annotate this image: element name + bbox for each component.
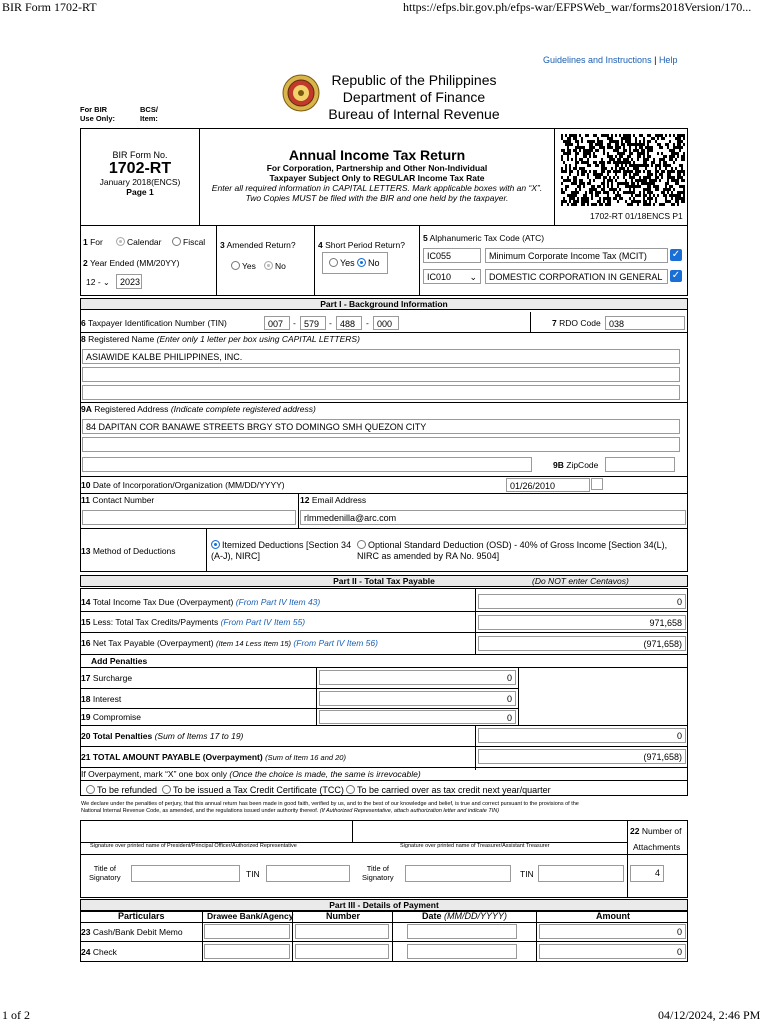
barcode-image xyxy=(561,134,685,206)
attachments-label2: Attachments xyxy=(633,842,681,852)
agency-line1: Republic of the Philippines xyxy=(331,72,497,88)
print-page-count: 1 of 2 xyxy=(2,1008,30,1022)
dash: - xyxy=(329,318,332,328)
item3-label: 3 Amended Return? xyxy=(220,240,296,250)
part1-box xyxy=(80,298,688,572)
divider xyxy=(316,667,317,725)
divider xyxy=(518,667,519,725)
agency-line3: Bureau of Internal Revenue xyxy=(328,106,500,122)
top-links xyxy=(543,55,677,65)
email-input[interactable]: rlmmedenilla@arc.com xyxy=(300,510,686,525)
tin-part4[interactable]: 000 xyxy=(373,316,399,330)
item4-label: 4 Short Period Return? xyxy=(318,240,405,250)
item4-no-option[interactable]: No xyxy=(357,258,380,269)
signature-treasurer-caption: Signature over printed name of Treasurer/Assistant Treasurer xyxy=(400,843,550,849)
item20-label: 20 Total Penalties (Sum of Items 17 to 19) xyxy=(81,731,244,741)
registered-name-label: 8 Registered Name (Enter only 1 letter per box using CAPITAL LETTERS) xyxy=(81,334,360,344)
col-bank: Drawee Bank/Agency xyxy=(207,911,294,921)
title-signatory2-input[interactable] xyxy=(405,865,511,882)
attachments-label: 22 Number of xyxy=(630,826,682,836)
tin-part3[interactable]: 488 xyxy=(336,316,362,330)
item3-yes-option[interactable]: Yes xyxy=(231,261,256,272)
title-signatory2-label: Title of Signatory xyxy=(362,864,394,882)
signature-box xyxy=(80,820,688,898)
registered-name-line1[interactable]: ASIAWIDE KALBE PHILIPPINES, INC. xyxy=(82,349,680,364)
deduction-osd-option[interactable]: Optional Standard Deduction (OSD) - 40% of Gross Income [Section 34(L), NIRC as amended by RA No. 9504] xyxy=(357,540,668,561)
col-date: Date (MM/DD/YYYY) xyxy=(422,911,508,921)
item2-label: 2 Year Ended (MM/20YY) xyxy=(83,258,180,268)
overpay-refund-option[interactable]: To be refunded xyxy=(86,785,157,796)
item15-value[interactable]: 971,658 xyxy=(478,615,686,630)
row24-label: 24 Check xyxy=(81,947,117,957)
item19-label: 19 Compromise xyxy=(81,712,142,722)
row23-label: 23 Cash/Bank Debit Memo xyxy=(81,927,183,937)
attachments-input[interactable]: 4 xyxy=(630,865,664,882)
tin-label: 6 Taxpayer Identification Number (TIN) xyxy=(81,318,227,328)
rdo-label: 7 RDO Code xyxy=(552,318,601,328)
divider xyxy=(475,725,476,770)
form-number: 1702-RT xyxy=(108,160,172,177)
tin-part1[interactable]: 007 xyxy=(264,316,290,330)
deduction-itemized-option[interactable]: Itemized Deductions [Section 34 (A-J), NIRC] xyxy=(211,540,352,561)
atc2-description: DOMESTIC CORPORATION IN GENERAL xyxy=(485,269,668,284)
item14-label: 14 Total Income Tax Due (Overpayment) (From Part IV Item 43) xyxy=(81,597,321,607)
atc2-code-select[interactable]: IC010 ⌄ xyxy=(423,269,481,284)
item19-value[interactable]: 0 xyxy=(319,710,516,724)
row24-number-input[interactable] xyxy=(295,944,389,959)
rule xyxy=(80,611,688,612)
rule xyxy=(80,922,688,923)
rule xyxy=(80,654,688,655)
rule xyxy=(80,725,688,726)
part2-title: Part II - Total Tax Payable xyxy=(80,575,688,587)
item16-value[interactable]: (971,658) xyxy=(478,636,686,651)
tin1-input[interactable] xyxy=(266,865,350,882)
zipcode-label: 9B ZipCode xyxy=(553,460,599,470)
agency-line2: Department of Finance xyxy=(342,89,486,105)
row24-date-input[interactable] xyxy=(407,944,517,959)
item20-value[interactable]: 0 xyxy=(478,728,686,743)
print-url: https://efps.bir.gov.ph/efps-war/EFPSWeb_war/forms2018Version/170... xyxy=(403,0,752,14)
divider xyxy=(202,911,203,962)
divider xyxy=(475,588,476,654)
overpay-tcc-option[interactable]: To be issued a Tax Credit Certificate (TCC) xyxy=(162,785,344,796)
title-signatory1-label: Title of Signatory xyxy=(89,864,121,882)
col-particulars: Particulars xyxy=(118,911,165,921)
rule xyxy=(80,767,688,768)
item18-label: 18 Interest xyxy=(81,694,122,704)
contact-number-label: 11 Contact Number xyxy=(81,495,155,505)
tin2-input[interactable] xyxy=(538,865,624,882)
item3-no-option[interactable]: No xyxy=(264,261,286,272)
divider xyxy=(352,820,353,842)
divider xyxy=(536,911,537,962)
item21-value[interactable]: (971,658) xyxy=(478,749,686,764)
divider xyxy=(216,226,217,296)
deduction-method-label: 13 Method of Deductions xyxy=(81,546,176,556)
part1-title: Part I - Background Information xyxy=(80,298,688,310)
row23-number-input[interactable] xyxy=(295,924,389,939)
col-amount: Amount xyxy=(596,911,630,921)
atc1-checkbox[interactable]: ✓ xyxy=(671,249,681,260)
item5-label: 5 Alphanumeric Tax Code (ATC) xyxy=(423,233,545,243)
item16-label: 16 Net Tax Payable (Overpayment) (Item 14 Less Item 15) (From Part IV Item 56) xyxy=(81,638,378,648)
add-penalties-title: Add Penalties xyxy=(91,656,148,666)
rdo-input[interactable]: 038 xyxy=(605,316,685,330)
dash: - xyxy=(366,318,369,328)
part2-note: (Do NOT enter Centavos) xyxy=(532,576,629,586)
row23-date-input[interactable] xyxy=(407,924,517,939)
divider xyxy=(419,226,420,296)
atc1-description: Minimum Corporate Income Tax (MCIT) xyxy=(485,248,668,263)
overpay-carryover-option[interactable]: To be carried over as tax credit next year/quarter xyxy=(346,785,551,796)
link-separator: | xyxy=(654,55,657,65)
form-title: Annual Income Tax Return xyxy=(288,147,466,163)
tin2-label: TIN xyxy=(520,869,534,879)
item21-label: 21 TOTAL AMOUNT PAYABLE (Overpayment) (Sum of Item 16 and 20) xyxy=(81,752,346,762)
tin-part2[interactable]: 579 xyxy=(300,316,326,330)
overpayment-label: If Overpayment, mark “X” one box only (Once the choice is made, the same is irrevocable) xyxy=(81,769,421,779)
guidelines-link[interactable]: Guidelines and Instructions xyxy=(543,55,652,65)
item15-label: 15 Less: Total Tax Credits/Payments (From Part IV Item 55) xyxy=(81,617,306,627)
row24-bank-input[interactable] xyxy=(204,944,290,959)
rule xyxy=(80,746,688,747)
address-line1[interactable]: 84 DAPITAN COR BANAWE STREETS BRGY STO DOMINGO SMH QUEZON CITY xyxy=(82,419,680,434)
item1-fiscal-option[interactable]: Fiscal xyxy=(172,237,205,248)
declaration-text: We declare under the penalties of perjury, that this annual return has been made in good faith, verified by us, and to the best of our knowledge and belief, is true and correct pursuant to the provisions of the National Internal Revenue Code, as amended, and the regulations issued under authority thereof. (If Authorized Representative, attach authorization letter and indicate TIN) xyxy=(81,801,579,814)
title-signatory1-input[interactable] xyxy=(131,865,240,882)
signature-president-caption: Signature over printed name of President/Principal Officer/Authorized Representative xyxy=(90,843,297,849)
incorporation-date-input[interactable]: 01/26/2010 xyxy=(506,478,590,492)
dash: - xyxy=(293,318,296,328)
email-label: 12 Email Address xyxy=(300,495,367,505)
col-number: Number xyxy=(326,911,361,921)
item2-month-select[interactable]: 12 - ⌄ xyxy=(86,277,110,287)
print-datetime: 04/12/2024, 2:46 PM xyxy=(658,1008,761,1022)
registered-address-label: 9A Registered Address (Indicate complete registered address) xyxy=(81,404,316,414)
divider xyxy=(392,911,393,962)
atc1-code-input[interactable]: IC055 xyxy=(423,248,481,263)
row23-amount[interactable]: 0 xyxy=(539,924,686,939)
divider xyxy=(627,820,628,898)
rule xyxy=(80,941,688,942)
atc2-checkbox[interactable]: ✓ xyxy=(671,270,681,281)
row23-bank-input[interactable] xyxy=(204,924,290,939)
tin1-label: TIN xyxy=(246,869,260,879)
item17-label: 17 Surcharge xyxy=(81,673,133,683)
help-link[interactable]: Help xyxy=(658,55,678,65)
item4-yes-option[interactable]: Yes xyxy=(329,258,355,269)
item17-value[interactable]: 0 xyxy=(319,670,516,685)
bcs-item-label: BCS/ Item: xyxy=(140,105,158,123)
item14-value[interactable]: 0 xyxy=(478,594,686,609)
incorporation-date-label: 10 Date of Incorporation/Organization (MM/DD/YYYY) xyxy=(81,480,285,490)
item1-calendar-option[interactable]: Calendar xyxy=(116,237,162,248)
rule xyxy=(80,708,518,709)
rule xyxy=(80,667,688,668)
rule xyxy=(80,854,688,855)
divider xyxy=(314,226,315,296)
rule xyxy=(80,780,688,781)
part3-title: Part III - Details of Payment xyxy=(80,899,688,911)
item18-value[interactable]: 0 xyxy=(319,691,516,706)
form-id-block: BIR Form No. 1702-RT January 2018(ENCS) Page 1 xyxy=(80,150,200,197)
barcode-code: 1702-RT 01/18ENCS P1 xyxy=(590,211,683,221)
rule xyxy=(80,688,518,689)
print-tab-title: BIR Form 1702-RT xyxy=(2,0,97,14)
item2-year-input[interactable]: 2023 xyxy=(116,274,142,289)
row24-amount[interactable]: 0 xyxy=(539,944,686,959)
form-title-block: Annual Income Tax Return For Corporation, Partnership and Other Non-Individual Taxpayer Subject Only to REGULAR Income Tax Rate Enter all required information in CAPITAL LETTERS. Mark applicable boxes with an “X”. Two Copies MUST be filed with the BIR and one held by the taxpayer. xyxy=(200,147,554,203)
item1-label: 1 For xyxy=(83,237,103,247)
rule xyxy=(80,632,688,633)
for-bir-label: For BIR Use Only: xyxy=(80,105,116,123)
